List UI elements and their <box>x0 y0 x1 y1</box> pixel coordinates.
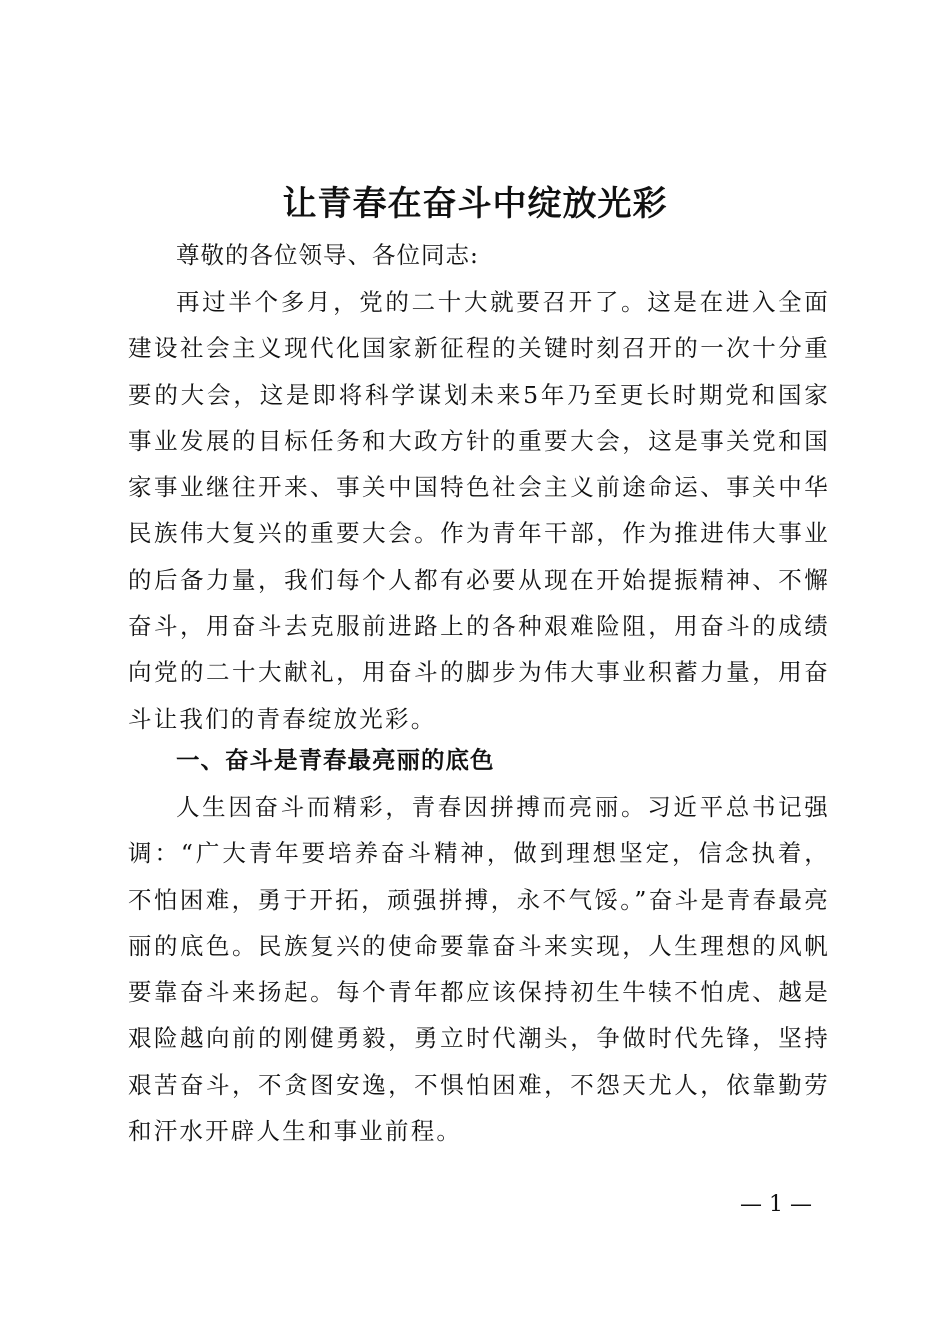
paragraph-section-1: 人生因奋斗而精彩，青春因拼搏而亮丽。习近平总书记强调：“广大青年要培养奋斗精神，做到理想坚定，信念执着，不怕困难，勇于开拓，顽强拼搏，永不气馁。”奋斗是青春最亮丽的底色。民族复兴的使命要靠奋斗来实现，人生理想的风帆要靠奋斗来扬起。每个青年都应该保持初生牛犊不怕虎、越是艰险越向前的刚健勇毅，勇立时代潮头，争做时代先锋，坚持艰苦奋斗，不贪图安逸，不惧怕困难，不怨天尤人，依靠勤劳和汗水开辟人生和事业前程。 <box>128 793 830 1146</box>
page-number: — 1 — <box>740 1192 812 1217</box>
paragraph-intro: 再过半个多月，党的二十大就要召开了。这是在进入全面建设社会主义现代化国家新征程的关键时刻召开的一次十分重要的大会，这是即将科学谋划未来5年乃至更长时期党和国家事业发展的目标任务和大政方针的重要大会，这是事关党和国家事业继往开来、事关中国特色社会主义前途命运、事关中华民族伟大复兴的重要大会。作为青年干部，作为推进伟大事业的后备力量，我们每个人都有必要从现在开始提振精神、不懈奋斗，用奋斗去克服前进路上的各种艰难险阻，用奋斗的成绩向党的二十大献礼，用奋斗的脚步为伟大事业积蓄力量，用奋斗让我们的青春绽放光彩。 <box>128 288 830 733</box>
section-heading: 一、奋斗是青春最亮丽的底色 <box>176 746 495 774</box>
salutation: 尊敬的各位领导、各位同志: <box>176 241 479 269</box>
document-title: 让青春在奋斗中绽放光彩 <box>282 184 668 224</box>
